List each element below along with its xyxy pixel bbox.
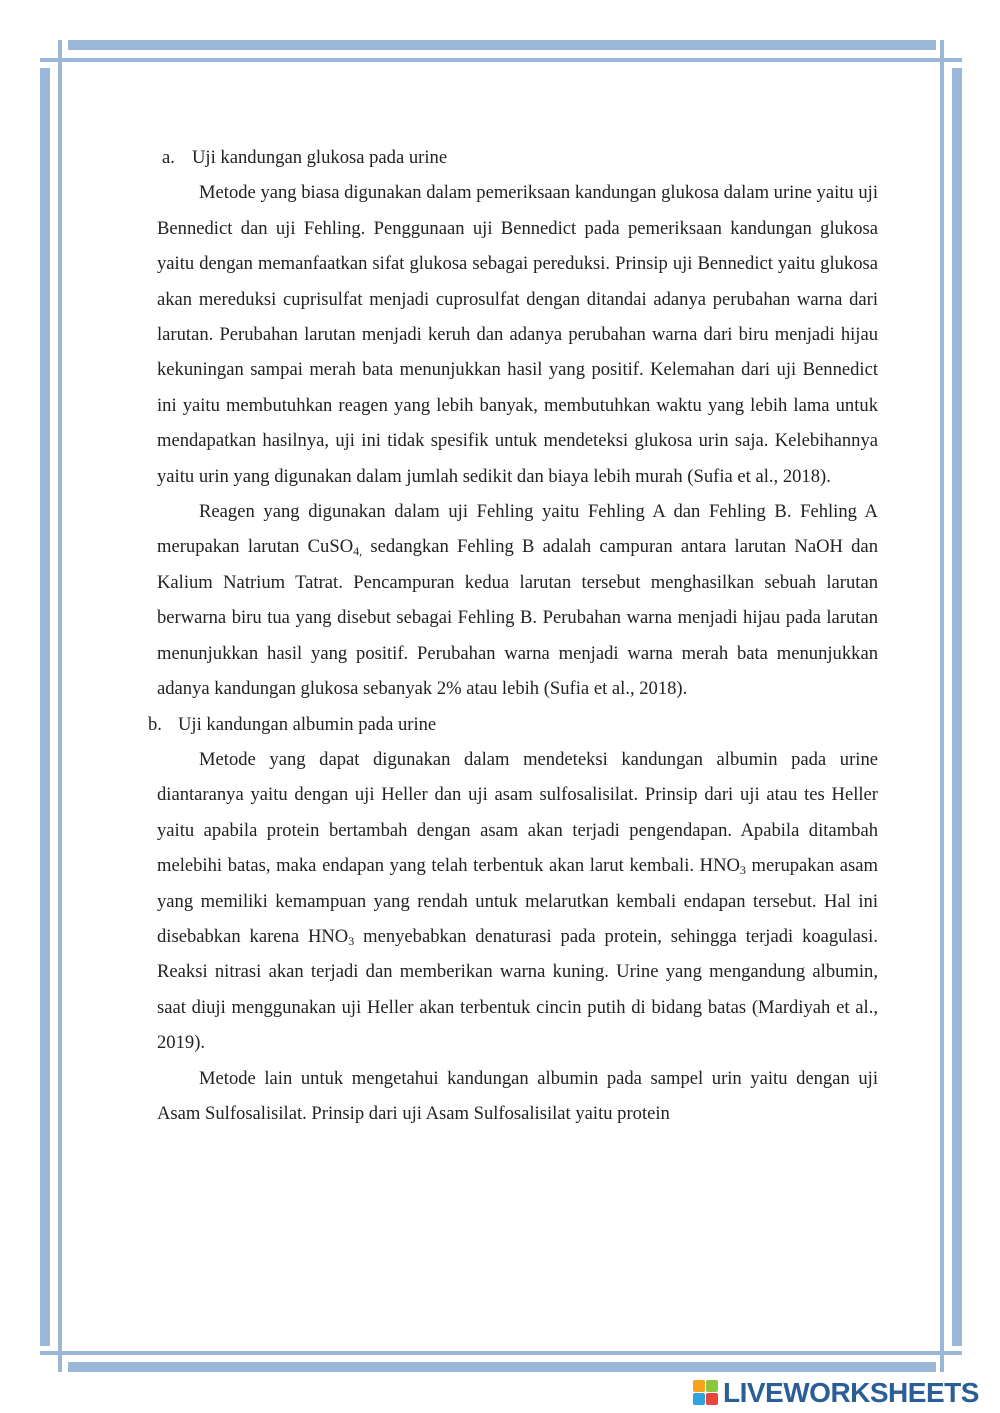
liveworksheets-logo-text: LIVEWORKSHEETS <box>723 1377 979 1408</box>
section-b-paragraph-2: Metode lain untuk mengetahui kandungan albumin pada sampel urin yaitu dengan uji Asam Sulfosalisilat. Prinsip dari uji Asam Sulfosalisilat yaitu protein <box>157 1067 878 1124</box>
section-a-title: Uji kandungan glukosa pada urine <box>192 147 448 168</box>
page-border-top <box>68 40 936 50</box>
page-border-inner-left <box>58 40 62 1372</box>
page-border-inner-top <box>40 58 962 62</box>
section-b-heading <box>148 707 878 742</box>
hno3-subscript-1: 3 <box>739 863 746 878</box>
section-a-heading <box>157 140 878 175</box>
section-a-paragraph-2-text-2: sedangkan Fehling B adalah campuran antara larutan NaOH dan Kalium Natrium Tatrat. Pencampuran kedua larutan tersebut menghasilkan sebuah larutan berwarna biru tua yang disebut sebagai Fehling B. Perubahan warna menjadi hijau pada larutan menunjukkan hasil yang positif. Perubahan warna menjadi warna merah bata menunjukkan adanya kandungan glukosa sebanyak 2% atau lebih (Sufia et al., 2018). <box>157 536 878 700</box>
section-a-paragraph-1: Metode yang biasa digunakan dalam pemeriksaan kandungan glukosa dalam urine yaitu uji Bennedict dan uji Fehling. Penggunaan uji Bennedict pada pemeriksaan kandungan glukosa yaitu dengan memanfaatkan sifat glukosa sebagai pereduksi. Prinsip uji Bennedict yaitu glukosa akan mereduksi cuprisulfat menjadi cuprosulfat dengan ditandai adanya perubahan warna dari larutan. Perubahan larutan menjadi keruh dan adanya perubahan warna dari biru menjadi hijau kekuningan sampai merah bata menunjukkan hasil yang positif. Kelemahan dari uji Bennedict ini yaitu membutuhkan reagen yang lebih banyak, membutuhkan waktu yang lebih lama untuk mendapatkan hasilnya, uji ini tidak spesifik untuk mendeteksi glukosa urin saja. Kelebihannya yaitu urin yang digunakan dalam jumlah sedikit dan biaya lebih murah (Sufia et al., 2018). <box>157 182 878 487</box>
section-b-title: Uji kandungan albumin pada urine <box>178 713 437 735</box>
hno3-subscript-2: 3 <box>348 933 355 948</box>
page-border-inner-right <box>940 40 944 1372</box>
section-b-paragraph-1-text-3: menyebabkan denaturasi pada protein, sehingga terjadi koagulasi. Reaksi nitrasi akan terjadi dan memberikan warna kuning. Urine yang mengandung albumin, saat diuji menggunakan uji Heller akan terbentuk cincin putih di bidang batas (Mardiyah et al., 2019). <box>157 925 878 1054</box>
cuso4-subscript: 4, <box>353 544 363 559</box>
document-body <box>148 140 878 1131</box>
page-border-left <box>40 68 50 1346</box>
section-b-paragraph-1-text-2: merupakan asam yang memiliki kemampuan yang rendah untuk melarutkan kembali endapan tersebut. Hal ini disebabkan karena HNO <box>157 855 878 947</box>
section-a-marker: a. <box>162 147 175 168</box>
page-border-right <box>952 68 962 1346</box>
liveworksheets-logo <box>693 1377 979 1408</box>
section-b-marker: b. <box>148 713 162 735</box>
section-a-paragraph-2 <box>157 494 878 706</box>
page-border-inner-bottom <box>40 1351 962 1355</box>
section-b-paragraph-1 <box>157 742 878 1061</box>
page-border-bottom <box>68 1362 936 1372</box>
section-a-paragraph-2-text-1: Reagen yang digunakan dalam uji Fehling yaitu Fehling A dan Fehling B. Fehling A merupakan larutan CuSO <box>157 501 878 558</box>
liveworksheets-logo-icon <box>693 1380 719 1406</box>
section-b-paragraph-1-text-1: Metode yang dapat digunakan dalam mendeteksi kandungan albumin pada urine diantaranya yaitu dengan uji Heller dan uji asam sulfosalisilat. Prinsip dari uji atau tes Heller yaitu apabila protein bertambah dengan asam akan terjadi pengendapan. Apabila ditambah melebihi batas, maka endapan yang telah terbentuk akan larut kembali. HNO <box>157 748 878 877</box>
